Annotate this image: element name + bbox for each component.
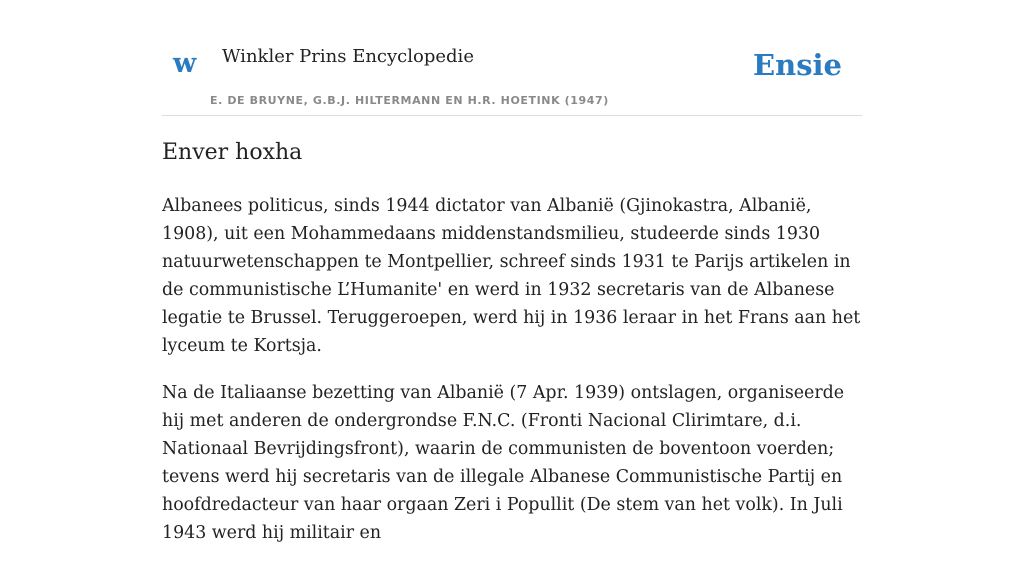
brand-logo-link[interactable]: Ensie — [753, 48, 842, 82]
article-paragraph: Na de Italiaanse bezetting van Albanië (7 Apr. 1939) ontslagen, organiseerde hij met anderen de ondergrondse F.N.C. (Fronti Nacional Clirimtare, d.i. Nationaal Bevrijdingsfront), waarin de communisten de boventoon voerden; tevens werd hij secretaris van de illegale Albanese Communistische Partij en hoofdredacteur van haar orgaan Zeri i Popullit (De stem van het volk). In Juli 1943 werd hij militair en — [162, 383, 845, 543]
site-logo-icon[interactable]: w — [173, 48, 197, 79]
edition-subtitle: E. DE BRUYNE, G.B.J. HILTERMANN EN H.R. HOETINK (1947) — [210, 94, 609, 107]
page — [162, 0, 862, 543]
article-paragraph: Albanees politicus, sinds 1944 dictator van Albanië (Gjinokastra, Albanië, 1908), uit een Mohammedaans middenstandsmilieu, studeerde sinds 1930 natuurwetenschappen te Montpellier, schreef sinds 1931 te Parijs artikelen in de communistische L’Humanite' en werd in 1932 secretaris van de Albanese legatie te Brussel. Teruggeroepen, werd hij in 1936 leraar in het Frans aan het lyceum te Kortsja. — [162, 196, 861, 356]
article-title: Enver hoxha — [162, 140, 303, 165]
site-title[interactable]: Winkler Prins Encyclopedie — [222, 46, 474, 67]
article-body — [162, 192, 862, 566]
site-header — [162, 0, 862, 116]
